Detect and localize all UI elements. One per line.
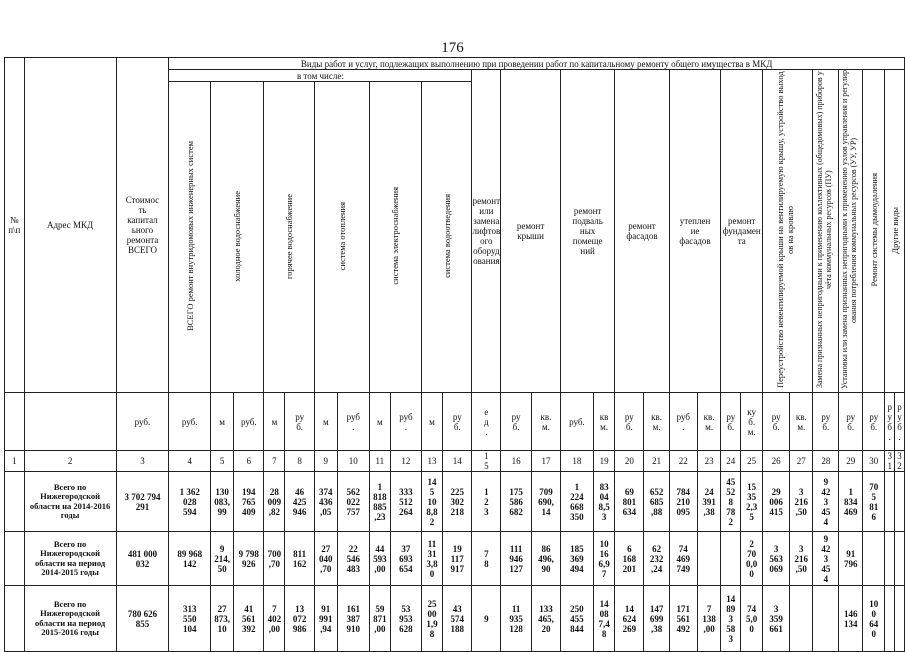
unit-cell: руб. bbox=[169, 393, 211, 451]
unit-cell: ку б. м. bbox=[741, 393, 763, 451]
unit-cell: м bbox=[369, 393, 390, 451]
data-cell: 43 574 188 bbox=[443, 586, 472, 652]
column-number: 2 bbox=[24, 451, 116, 472]
column-number: 25 bbox=[741, 451, 763, 472]
column-number: 22 bbox=[669, 451, 697, 472]
column-number: 8 bbox=[285, 451, 314, 472]
header-total-cost: Стоимос ть капитал ьного ремонта ВСЕГО bbox=[116, 58, 169, 393]
data-cell: 171 561 492 bbox=[669, 586, 697, 652]
unit-cell: руб. bbox=[116, 393, 169, 451]
data-cell: 1 362 028 594 bbox=[169, 472, 211, 532]
column-number: 17 bbox=[531, 451, 560, 472]
data-cell: 10 0 64 0 bbox=[863, 586, 885, 652]
unit-cell: ру б. bbox=[839, 393, 863, 451]
unit-cell: руб. bbox=[234, 393, 264, 451]
data-cell: 19 117 917 bbox=[443, 532, 472, 586]
unit-cell: кв. м. bbox=[697, 393, 720, 451]
data-cell: 29 006 415 bbox=[763, 472, 790, 532]
data-cell: 11 31 3,8 0 bbox=[421, 532, 442, 586]
header-basement: ремонт подваль ных помеще ний bbox=[560, 70, 614, 393]
data-cell: 9 798 926 bbox=[234, 532, 264, 586]
header-meters-replace: Замена признанных непригодными к применению коллективных (общедомовых) приборов учёта коммунальных ресурсов (ПУ) bbox=[813, 70, 839, 393]
unit-cell: ру б. bbox=[721, 393, 741, 451]
data-cell: 28 009 ,82 bbox=[264, 472, 285, 532]
data-cell bbox=[885, 532, 895, 586]
column-number: 24 bbox=[721, 451, 741, 472]
data-cell: 9 bbox=[472, 586, 501, 652]
data-cell: 83 04 8,5 3 bbox=[593, 472, 614, 532]
data-cell: 74 469 749 bbox=[669, 532, 697, 586]
data-cell bbox=[697, 532, 720, 586]
data-cell: 22 546 483 bbox=[337, 532, 369, 586]
unit-cell: м bbox=[211, 393, 234, 451]
data-cell: 53 953 628 bbox=[390, 586, 421, 652]
header-electric: система электроснабжения bbox=[369, 82, 421, 393]
header-other: Другие виды bbox=[885, 70, 905, 393]
column-number: 12 bbox=[390, 451, 421, 472]
data-cell: 62 232 ,24 bbox=[644, 532, 669, 586]
header-heating: система отопления bbox=[314, 82, 369, 393]
column-number: 3 bbox=[116, 451, 169, 472]
data-cell: 784 210 095 bbox=[669, 472, 697, 532]
data-cell: 45 52 8 78 2 bbox=[721, 472, 741, 532]
column-number: 26 bbox=[763, 451, 790, 472]
column-number: 29 bbox=[839, 451, 863, 472]
data-cell: 11 935 128 bbox=[501, 586, 532, 652]
column-number: 14 bbox=[443, 451, 472, 472]
column-number: 7 bbox=[264, 451, 285, 472]
header-facades: ремонт фасадов bbox=[615, 70, 669, 393]
column-number: 6 bbox=[234, 451, 264, 472]
header-total-systems: ВСЕГО ремонт внутридомовых инженерных систем bbox=[169, 82, 211, 393]
data-cell: 91 796 bbox=[839, 532, 863, 586]
data-cell bbox=[895, 586, 905, 652]
header-cold-water: холодное водоснабжение bbox=[211, 82, 264, 393]
data-cell: 25 00 1,9 8 bbox=[421, 586, 442, 652]
unit-cell: кв. м. bbox=[790, 393, 813, 451]
header-works-title: Виды работ и услуг, подлежащих выполнению при проведении работ по капитальному ремонту общего имущества в МКД bbox=[169, 58, 905, 70]
data-cell: 91 991 ,94 bbox=[314, 586, 337, 652]
data-cell: 46 425 946 bbox=[285, 472, 314, 532]
data-cell: 313 550 104 bbox=[169, 586, 211, 652]
data-cell: 7 138 ,00 bbox=[697, 586, 720, 652]
units-row bbox=[5, 393, 905, 451]
header-smoke: Ремонт системы дымоудаления bbox=[863, 70, 885, 393]
data-cell: 374 436 ,05 bbox=[314, 472, 337, 532]
data-cell: 111 946 127 bbox=[501, 532, 532, 586]
unit-cell: руб . bbox=[337, 393, 369, 451]
data-cell: 1 224 668 350 bbox=[560, 472, 593, 532]
data-cell: 250 455 844 bbox=[560, 586, 593, 652]
data-cell: 13 072 986 bbox=[285, 586, 314, 652]
table-row bbox=[5, 532, 905, 586]
unit-cell: руб . bbox=[390, 393, 421, 451]
data-cell: 9 42 3 45 4 bbox=[813, 532, 839, 586]
data-cell: 69 801 634 bbox=[615, 472, 644, 532]
unit-cell: м bbox=[314, 393, 337, 451]
header-foundation: ремонт фундамен та bbox=[721, 70, 763, 393]
data-cell: 562 022 757 bbox=[337, 472, 369, 532]
unit-cell: руб. bbox=[560, 393, 593, 451]
data-cell: 194 765 409 bbox=[234, 472, 264, 532]
column-number: 13 bbox=[421, 451, 442, 472]
unit-cell: ру б. bbox=[285, 393, 314, 451]
data-cell: 481 000 032 bbox=[116, 532, 169, 586]
data-cell: 7 8 bbox=[472, 532, 501, 586]
unit-cell: кв м. bbox=[593, 393, 614, 451]
data-cell: 333 512 264 bbox=[390, 472, 421, 532]
unit-cell: ру б. bbox=[443, 393, 472, 451]
data-cell bbox=[885, 472, 895, 532]
table-row bbox=[5, 586, 905, 652]
data-cell: 225 302 218 bbox=[443, 472, 472, 532]
data-cell: 7 402 ,00 bbox=[264, 586, 285, 652]
data-cell: 74 5,0 0 bbox=[741, 586, 763, 652]
data-cell: 14 624 269 bbox=[615, 586, 644, 652]
data-cell: 14 08 7,4 8 bbox=[593, 586, 614, 652]
unit-cell: м bbox=[264, 393, 285, 451]
data-cell: 652 685 ,88 bbox=[644, 472, 669, 532]
data-cell bbox=[863, 532, 885, 586]
column-numbers-row bbox=[5, 451, 905, 472]
header-meters-install: Установка или замена признанных непригодными к применению узлов управления и регулирования потребления коммунальных ресурсов (УУ, УР) bbox=[839, 70, 863, 393]
column-number: 20 bbox=[615, 451, 644, 472]
data-cell: 3 216 ,50 bbox=[790, 532, 813, 586]
data-cell: 3 216 ,50 bbox=[790, 472, 813, 532]
data-cell: 811 162 bbox=[285, 532, 314, 586]
column-number: 3 1 bbox=[885, 451, 895, 472]
data-cell bbox=[885, 586, 895, 652]
data-cell: 10 16 6,9 7 bbox=[593, 532, 614, 586]
column-number: 19 bbox=[593, 451, 614, 472]
data-cell: 3 563 069 bbox=[763, 532, 790, 586]
unit-cell: ру б. bbox=[501, 393, 532, 451]
unit-cell: ру б. bbox=[763, 393, 790, 451]
column-number: 4 bbox=[169, 451, 211, 472]
column-number: 23 bbox=[697, 451, 720, 472]
data-cell: 1 834 469 bbox=[839, 472, 863, 532]
header-roof: ремонт крыши bbox=[501, 70, 561, 393]
unit-cell: руб . bbox=[669, 393, 697, 451]
row-address: Всего по Нижегородской области на период 2015-2016 годы bbox=[24, 586, 116, 652]
row-number bbox=[5, 472, 25, 532]
row-number bbox=[5, 532, 25, 586]
column-number: 1 bbox=[5, 451, 25, 472]
header-elevators: ремонт или замена лифтов ого оборуд ования bbox=[472, 70, 501, 393]
data-cell: 27 873, 10 bbox=[211, 586, 234, 652]
data-cell: 59 871 ,00 bbox=[369, 586, 390, 652]
column-number: 1 5 bbox=[472, 451, 501, 472]
column-number: 21 bbox=[644, 451, 669, 472]
table-row bbox=[5, 472, 905, 532]
unit-cell: ру б. bbox=[813, 393, 839, 451]
data-cell: 27 040 ,70 bbox=[314, 532, 337, 586]
data-cell: 147 699 ,38 bbox=[644, 586, 669, 652]
unit-cell: ру б. bbox=[863, 393, 885, 451]
unit-cell: р у б . bbox=[895, 393, 905, 451]
column-number: 11 bbox=[369, 451, 390, 472]
data-cell: 41 561 392 bbox=[234, 586, 264, 652]
data-cell bbox=[813, 586, 839, 652]
unit-cell-empty bbox=[5, 393, 25, 451]
column-number: 28 bbox=[813, 451, 839, 472]
unit-cell: е д . bbox=[472, 393, 501, 451]
data-cell: 146 134 bbox=[839, 586, 863, 652]
data-cell: 1 2 3 bbox=[472, 472, 501, 532]
data-cell: 86 496, 90 bbox=[531, 532, 560, 586]
header-hot-water: горячее водоснабжение bbox=[264, 82, 314, 393]
unit-cell: кв. м. bbox=[644, 393, 669, 451]
data-cell: 780 626 855 bbox=[116, 586, 169, 652]
unit-cell: кв. м. bbox=[531, 393, 560, 451]
data-cell: 89 968 142 bbox=[169, 532, 211, 586]
header-including: в том числе: bbox=[169, 70, 472, 82]
data-cell: 3 359 661 bbox=[763, 586, 790, 652]
data-cell: 1 818 885 ,23 bbox=[369, 472, 390, 532]
data-cell: 161 387 910 bbox=[337, 586, 369, 652]
page-number: 176 bbox=[441, 40, 464, 56]
data-cell bbox=[721, 532, 741, 586]
unit-cell: ру б. bbox=[615, 393, 644, 451]
row-number bbox=[5, 586, 25, 652]
data-cell: 37 693 654 bbox=[390, 532, 421, 586]
data-cell bbox=[790, 586, 813, 652]
data-cell: 185 369 494 bbox=[560, 532, 593, 586]
data-cell: 700 ,70 bbox=[264, 532, 285, 586]
data-cell: 130 083, 99 bbox=[211, 472, 234, 532]
data-cell: 44 593 ,00 bbox=[369, 532, 390, 586]
data-cell: 9 214, 50 bbox=[211, 532, 234, 586]
data-cell: 6 168 201 bbox=[615, 532, 644, 586]
data-cell: 14 5 10 8,8 2 bbox=[421, 472, 442, 532]
header-drainage: система водоотведения bbox=[421, 82, 472, 393]
column-number: 10 bbox=[337, 451, 369, 472]
data-cell bbox=[895, 532, 905, 586]
data-cell: 2 70 0,0 0 bbox=[741, 532, 763, 586]
data-body bbox=[5, 472, 905, 652]
unit-cell-empty bbox=[24, 393, 116, 451]
unit-cell: р у б . bbox=[885, 393, 895, 451]
row-address: Всего по Нижегородской области на 2014-2016 годы bbox=[24, 472, 116, 532]
data-cell: 3 702 794 291 bbox=[116, 472, 169, 532]
header-ventilation: Переустройство невентилируемой крыши на вентилируемую крышу, устройство выходов на кровлю bbox=[763, 70, 813, 393]
capital-repair-table bbox=[4, 57, 905, 652]
data-cell: 24 391 ,38 bbox=[697, 472, 720, 532]
data-cell: 15 35 2,3 5 bbox=[741, 472, 763, 532]
column-number: 27 bbox=[790, 451, 813, 472]
header-address: Адрес МКД bbox=[24, 58, 116, 393]
data-cell: 133 465, 20 bbox=[531, 586, 560, 652]
header-insulation: утеплен ие фасадов bbox=[669, 70, 721, 393]
column-number: 9 bbox=[314, 451, 337, 472]
data-cell: 70 5 81 6 bbox=[863, 472, 885, 532]
column-number: 18 bbox=[560, 451, 593, 472]
column-number: 3 2 bbox=[895, 451, 905, 472]
data-cell: 709 690, 14 bbox=[531, 472, 560, 532]
data-cell: 14 89 3 58 3 bbox=[721, 586, 741, 652]
header-num: № п\п bbox=[5, 58, 25, 393]
column-number: 5 bbox=[211, 451, 234, 472]
data-cell: 175 586 682 bbox=[501, 472, 532, 532]
data-cell bbox=[895, 472, 905, 532]
column-number: 30 bbox=[863, 451, 885, 472]
row-address: Всего по Нижегородской области на период 2014-2015 годы bbox=[24, 532, 116, 586]
data-cell: 9 42 3 45 4 bbox=[813, 472, 839, 532]
column-number: 16 bbox=[501, 451, 532, 472]
unit-cell: м bbox=[421, 393, 442, 451]
